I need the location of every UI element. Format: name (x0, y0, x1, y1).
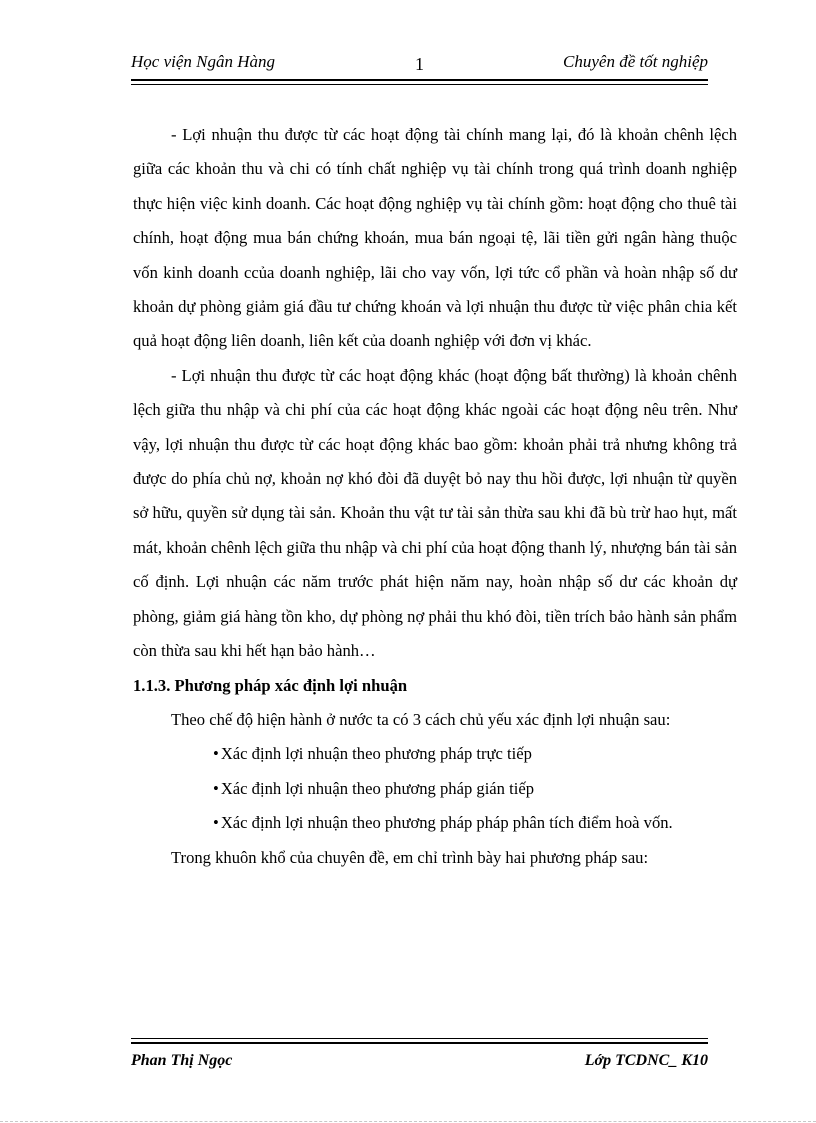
footer-class: Lớp TCDNC_ K10 (584, 1052, 708, 1069)
list-item (133, 772, 737, 806)
header-institution: Học viện Ngân Hàng (131, 52, 276, 71)
bullet-icon: • (213, 778, 219, 798)
page-number: 1 (415, 54, 424, 74)
footer-author: Phan Thị Ngọc (131, 1052, 233, 1069)
page-footer (131, 1052, 708, 1076)
header-document-title: Chuyên đề tốt nghiệp (563, 52, 708, 71)
list-item (133, 806, 737, 840)
list-item-text: Xác định lợi nhuận theo phương pháp trực tiếp (220, 744, 532, 764)
closing-line: Trong khuôn khổ của chuyên đề, em chỉ trình bày hai phương pháp sau: (171, 847, 649, 867)
document-body (133, 118, 737, 875)
bullet-icon: • (213, 813, 219, 833)
footer-divider-top (131, 1038, 708, 1039)
bullet-icon: • (213, 744, 219, 764)
page-header (131, 50, 708, 76)
section-heading: 1.1.3. Phương pháp xác định lợi nhuận (133, 675, 408, 695)
page-boundary (0, 1121, 816, 1122)
footer-divider-bottom (131, 1042, 708, 1044)
list-item (133, 737, 737, 771)
list-item-text: Xác định lợi nhuận theo phương pháp pháp phân tích điểm hoà vốn. (220, 813, 673, 833)
header-divider-bottom (131, 84, 708, 85)
paragraph-financial-profit: - Lợi nhuận thu được từ các hoạt động tài chính mang lại, đó là khoản chênh lệch giữa các khoản thu và chi có tính chất nghiệp vụ tài chính trong quá trình doanh nghiệp thực hiện việc kinh doanh. Các hoạt động nghiệp vụ tài chính gồm: hoạt động cho thuê tài chính, hoạt động mua bán chứng khoán, mua bán ngoại tệ, lãi tiền gửi ngân hàng thuộc vốn kinh doanh ccủa doanh nghiệp, lãi cho vay vốn, lợi tức cổ phần và hoàn nhập số dư khoản dự phòng giảm giá đầu tư chứng khoán và lợi nhuận thu được từ việc phân chia kết quả hoạt động liên doanh, liên kết của doanh nghiệp với đơn vị khác. (133, 125, 737, 351)
paragraph-other-profit: - Lợi nhuận thu được từ các hoạt động khác (hoạt động bất thường) là khoản chênh lệch giữa thu nhập và chi phí của các hoạt động khác ngoài các hoạt động nêu trên. Như vậy, lợi nhuận thu được từ các hoạt động khác bao gồm: khoản phải trả nhưng không trả được do phía chủ nợ, khoản nợ khó đòi đã duyệt bỏ nay thu hồi được, lợi nhuận từ quyền sở hữu, quyền sử dụng tài sản. Khoản thu vật tư tài sản thừa sau khi đã bù trừ hao hụt, mất mát, khoản chênh lệch giữa thu nhập và chi phí của hoạt động thanh lý, nhượng bán tài sản cố định. Lợi nhuận các năm trước phát hiện năm nay, hoàn nhập số dư các khoản dự phòng, giảm giá hàng tồn kho, dự phòng nợ phải thu khó đòi, tiền trích bảo hành sản phẩm còn thừa sau khi hết hạn bảo hành… (133, 365, 737, 661)
list-item-text: Xác định lợi nhuận theo phương pháp gián tiếp (220, 778, 534, 798)
header-divider-top (131, 79, 708, 81)
methods-intro: Theo chế độ hiện hành ở nước ta có 3 cách chủ yếu xác định lợi nhuận sau: (171, 709, 671, 729)
